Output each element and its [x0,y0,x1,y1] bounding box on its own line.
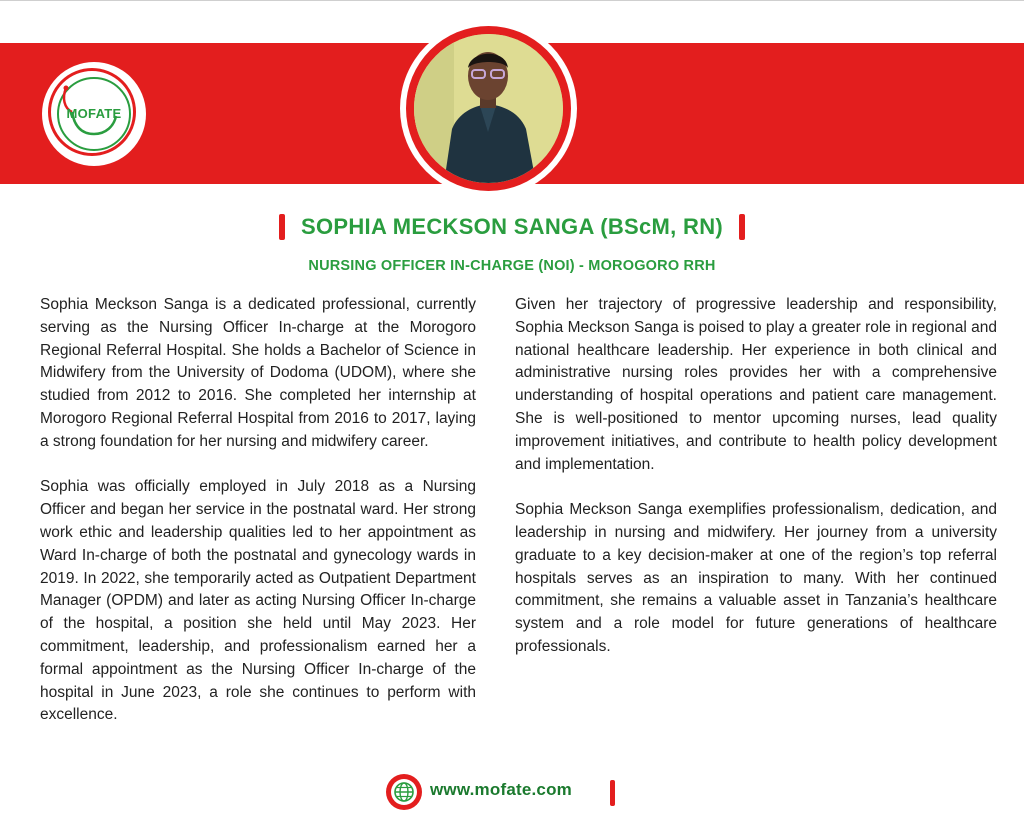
profile-title: NURSING OFFICER IN-CHARGE (NOI) - MOROGORO RRH [308,258,716,274]
profile-name: SOPHIA MECKSON SANGA (BScM, RN) [300,214,724,239]
paragraph: Sophia Meckson Sanga exemplifies professionalism, dedication, and leadership in nursing and midwifery. Her journey from a university graduate to a key decision-maker at one of the region’s top referral hospitals serves as an inspiration to many. With her continued commitment, she remains a valuable asset in Tanzania’s healthcare system and a role model for future generations of healthcare professionals. [515,501,997,655]
left-column [40,294,476,750]
mofate-logo [42,62,146,166]
top-border [0,0,1024,1]
paragraph: Given her trajectory of progressive leadership and responsibility, Sophia Meckson Sanga is poised to play a greater role in regional and national healthcare leadership. Her experience in both clinical and administrative nursing roles provides her with a comprehensive understanding of hospital operations and patient care management. She is well-positioned to mentor upcoming nurses, lead quality improvement initiatives, and contribute to health policy development and implementation. [515,296,997,473]
footer-bar [610,780,615,806]
globe-icon [386,774,422,810]
paragraph: Sophia was officially employed in July 2018 as a Nursing Officer and began her service in the postnatal ward. Her strong work ethic and leadership qualities led to her appointment as Ward In-charge of both the postnatal and gynecology wards in 2019. In 2022, she temporarily acted as Outpatient Department Manager (OPDM) and later as acting Nursing Officer In-charge of the hospital, a position she held until May 2023. Her commitment, leadership, and professionalism earned her a formal appointment as the Nursing Officer In-charge of the hospital in June 2023, a role she continues to perform with excellence. [40,478,476,724]
website-link[interactable]: www.mofate.com [430,780,572,799]
name-right-bar [739,214,745,240]
name-heading [0,214,1024,246]
footer [386,772,626,812]
profile-photo-frame [400,20,577,197]
paragraph: Sophia Meckson Sanga is a dedicated professional, currently serving as the Nursing Officer In-charge at the Morogoro Regional Referral Hospital. She holds a Bachelor of Science in Midwifery from the University of Dodoma (UDOM), where she studied from 2012 to 2016. She completed her internship at Morogoro Regional Referral Hospital from 2016 to 2017, laying a strong foundation for her nursing and midwifery career. [40,296,476,450]
logo-text: MOFATE [66,106,122,121]
profile-photo [414,34,563,183]
right-column [515,294,997,682]
name-left-bar [279,214,285,240]
